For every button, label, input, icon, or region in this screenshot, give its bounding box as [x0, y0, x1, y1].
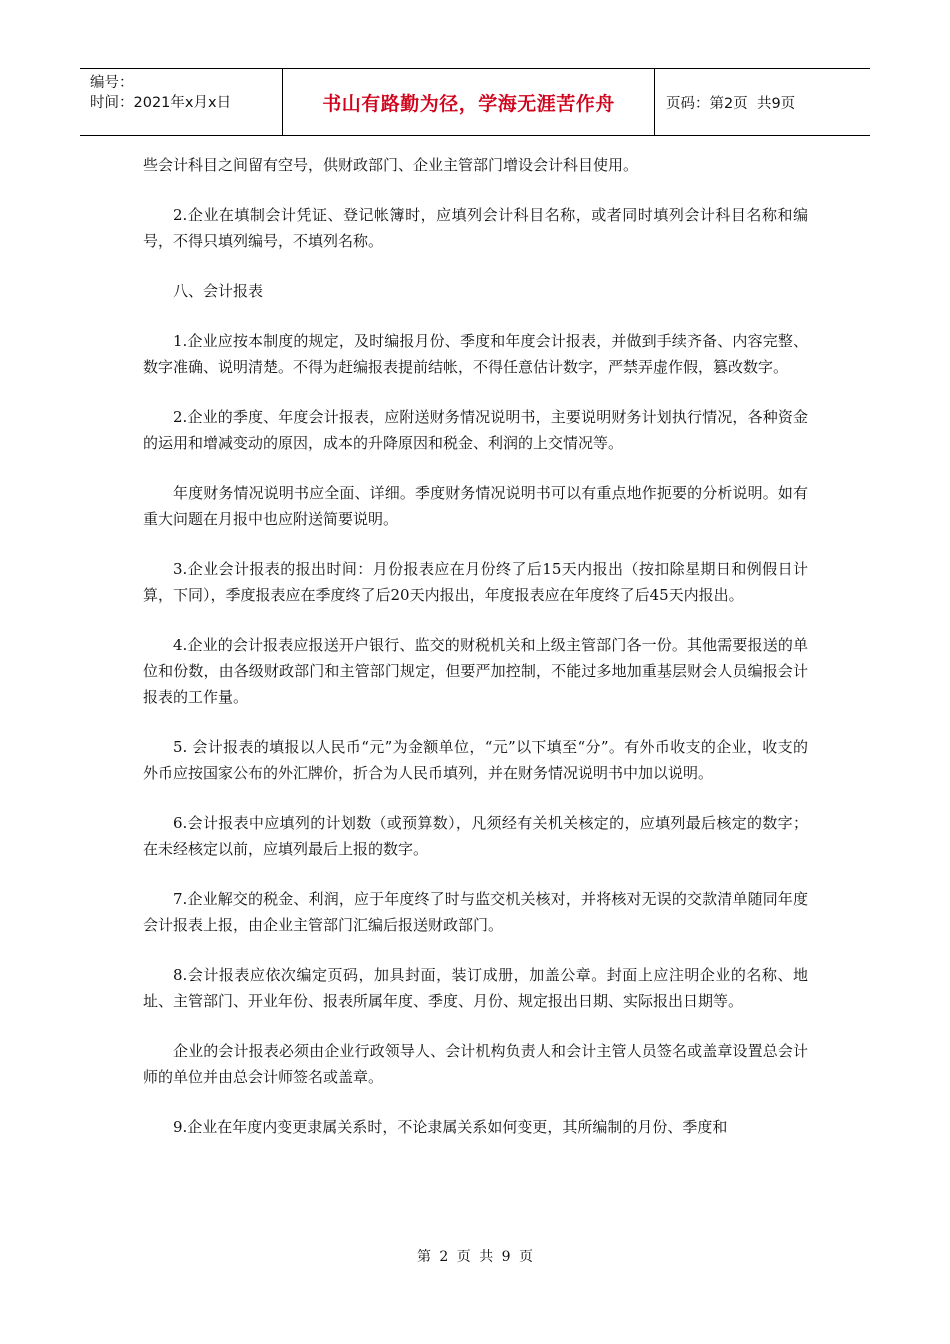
paragraph: 年度财务情况说明书应全面、详细。季度财务情况说明书可以有重点地作扼要的分析说明。如有重大问题在月报中也应附送简要说明。	[143, 484, 808, 528]
document-number-label: 编号：	[90, 75, 134, 91]
header-motto-cell	[283, 69, 655, 135]
paragraph: 3.企业会计报表的报出时间：月份报表应在月份终了后15天内报出（按扣除星期日和例假日计算，下同），季度报表应在季度终了后20天内报出，年度报表应在年度终了后45天内报出。	[143, 560, 808, 604]
header-motto: 书山有路勤为径，学海无涯苦作舟	[322, 92, 615, 115]
paragraph: 2.企业在填制会计凭证、登记帐簿时，应填列会计科目名称，或者同时填列会计科目名称和编号，不得只填列编号，不填列名称。	[143, 206, 808, 250]
page-header	[80, 68, 870, 136]
paragraph: 8.会计报表应依次编定页码，加具封面，装订成册，加盖公章。封面上应注明企业的名称、地址、主管部门、开业年份、报表所属年度、季度、月份、规定报出日期、实际报出日期等。	[143, 966, 808, 1010]
paragraph: 5. 会计报表的填报以人民币“元”为金额单位，“元”以下填至“分”。有外币收支的企业，收支的外币应按国家公布的外汇牌价，折合为人民币填列，并在财务情况说明书中加以说明。	[143, 738, 808, 782]
paragraph-continuation: 些会计科目之间留有空号，供财政部门、企业主管部门增设会计科目使用。	[143, 156, 639, 174]
paragraph: 9.企业在年度内变更隶属关系时，不论隶属关系如何变更，其所编制的月份、季度和	[173, 1118, 728, 1136]
header-page-number: 页码：第2页 共9页	[666, 95, 796, 112]
paragraph: 4.企业的会计报表应报送开户银行、监交的财税机关和上级主管部门各一份。其他需要报送的单位和份数，由各级财政部门和主管部门规定，但要严加控制，不能过多地加重基层财会人员编报会计报表的工作量。	[143, 636, 808, 706]
document-time-label: 时间：2021年x月x日	[90, 95, 232, 111]
document-body	[143, 152, 808, 1164]
section-heading: 八、会计报表	[173, 282, 264, 300]
paragraph: 企业的会计报表必须由企业行政领导人、会计机构负责人和会计主管人员签名或盖章设置总会计师的单位并由总会计师签名或盖章。	[143, 1042, 808, 1086]
paragraph: 1.企业应按本制度的规定，及时编报月份、季度和年度会计报表，并做到手续齐备、内容完整、数字准确、说明清楚。不得为赶编报表提前结帐，不得任意估计数字，严禁弄虚作假，篡改数字。	[143, 332, 808, 376]
header-meta	[80, 69, 283, 135]
page-footer: 第 2 页 共 9 页	[416, 1249, 534, 1265]
header-page-cell	[655, 69, 870, 135]
paragraph: 7.企业解交的税金、利润，应于年度终了时与监交机关核对，并将核对无误的交款清单随同年度会计报表上报，由企业主管部门汇编后报送财政部门。	[143, 890, 808, 934]
paragraph: 6.会计报表中应填列的计划数（或预算数），凡须经有关机关核定的，应填列最后核定的数字；在未经核定以前，应填列最后上报的数字。	[143, 814, 808, 858]
paragraph: 2.企业的季度、年度会计报表，应附送财务情况说明书，主要说明财务计划执行情况，各种资金的运用和增减变动的原因，成本的升降原因和税金、利润的上交情况等。	[143, 408, 808, 452]
